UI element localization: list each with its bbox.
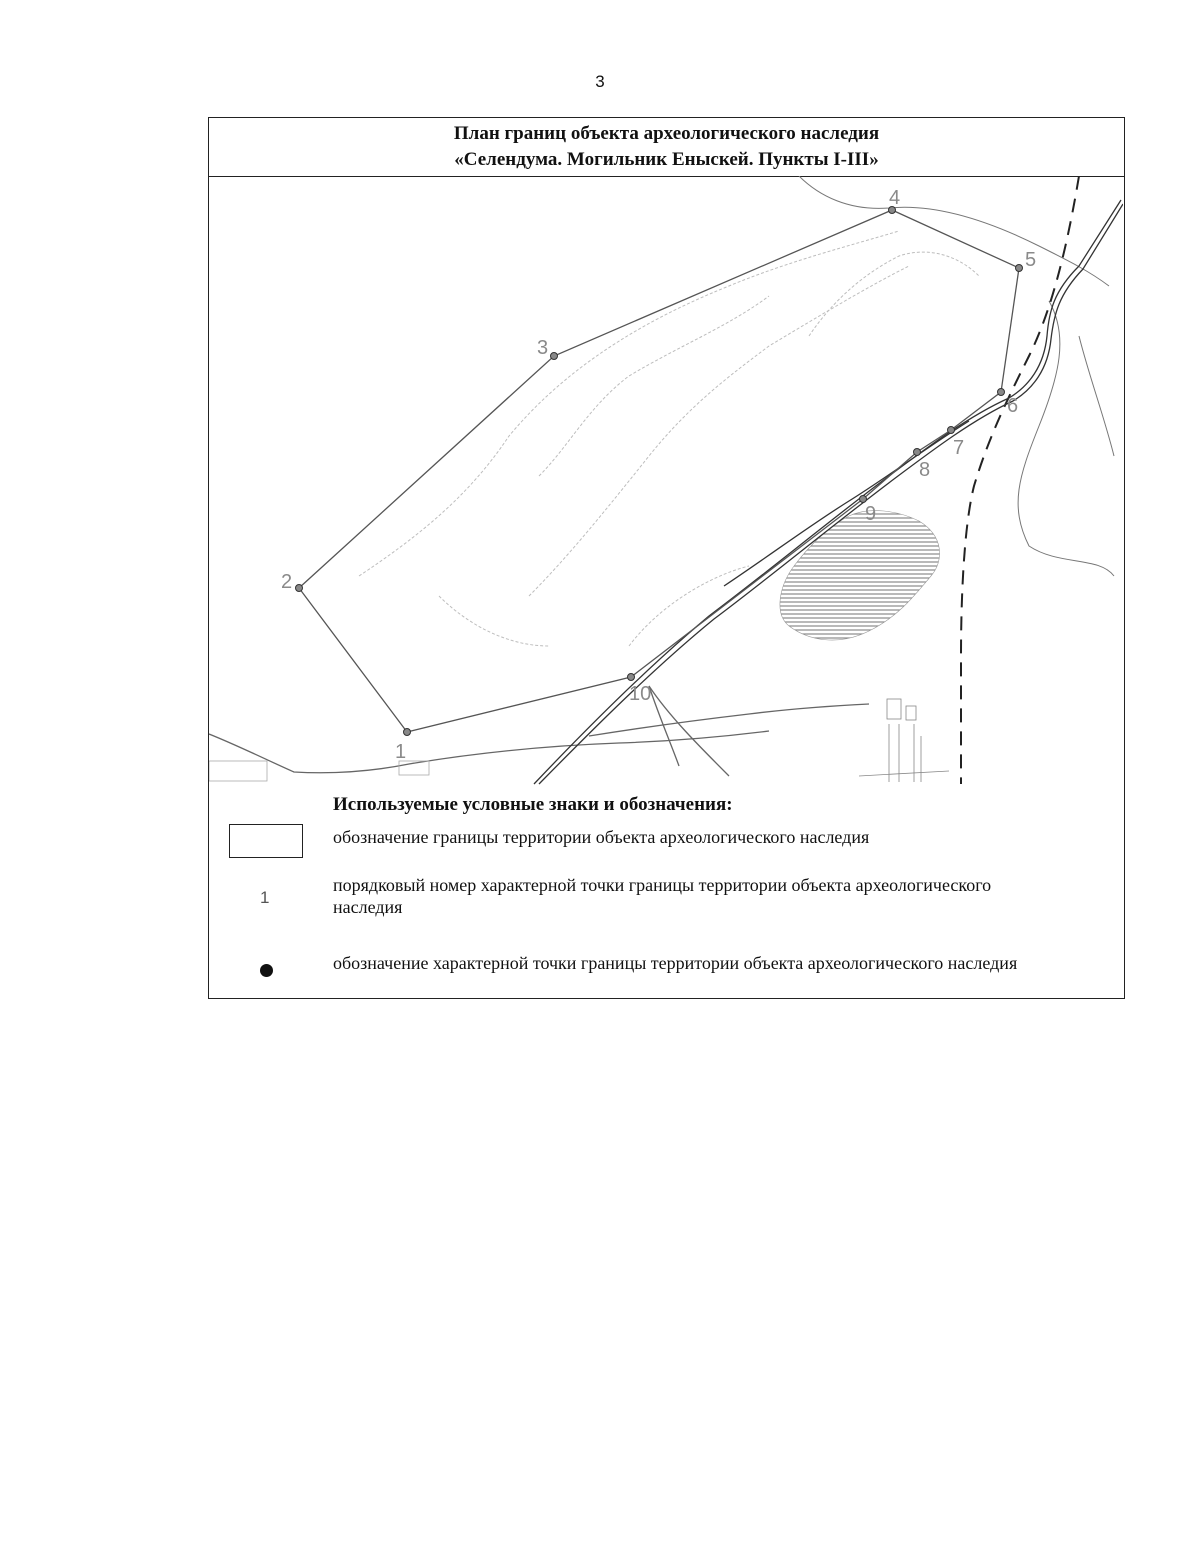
- point-label-4: 4: [889, 187, 901, 209]
- legend-title: Используемые условные знаки и обозначения:: [333, 794, 733, 815]
- point-label-6: 6: [1007, 395, 1019, 417]
- plan-title-line-1: План границ объекта археологического наследия: [453, 123, 880, 144]
- boundary-point-3: [551, 353, 558, 360]
- main-road: [534, 200, 1123, 784]
- legend-rectangle-symbol: [229, 824, 303, 858]
- point-label-3: 3: [537, 337, 549, 359]
- boundary-point-7: [948, 427, 955, 434]
- point-label-2: 2: [281, 571, 293, 593]
- boundary-map: [209, 176, 1123, 788]
- boundary-point-10: [628, 674, 635, 681]
- boundary-polygon: [299, 210, 1019, 732]
- legend-text-boundary: обозначение границы территории объекта археологического наследия: [333, 827, 870, 847]
- legend-text-number: порядковый номер характерной точки границы территории объекта археологического наследия: [333, 875, 992, 917]
- boundary-point-5: [1016, 265, 1023, 272]
- page-number: 3: [595, 72, 605, 91]
- boundary-point-9: [860, 496, 867, 503]
- legend-dot-symbol: [260, 964, 273, 977]
- legend-number-symbol: 1: [260, 888, 270, 907]
- point-label-10: 10: [629, 683, 652, 705]
- point-label-8: 8: [919, 459, 931, 481]
- boundary-point-1: [404, 729, 411, 736]
- boundary-point-2: [296, 585, 303, 592]
- map-plan-frame: [208, 117, 1125, 999]
- point-label-1: 1: [395, 741, 407, 763]
- boundary-point-8: [914, 449, 921, 456]
- settlement-blocks: [209, 699, 949, 782]
- hatched-area: [780, 511, 940, 641]
- point-label-5: 5: [1025, 249, 1037, 271]
- point-label-9: 9: [865, 503, 877, 525]
- legend-text-dot: обозначение характерной точки границы территории объекта археологического наследия: [333, 953, 1018, 973]
- point-label-7: 7: [953, 437, 965, 459]
- plan-title-box: [209, 118, 1124, 177]
- plan-title-line-2: «Селендума. Могильник Еныскей. Пункты I-III»: [454, 149, 879, 170]
- boundary-point-6: [998, 389, 1005, 396]
